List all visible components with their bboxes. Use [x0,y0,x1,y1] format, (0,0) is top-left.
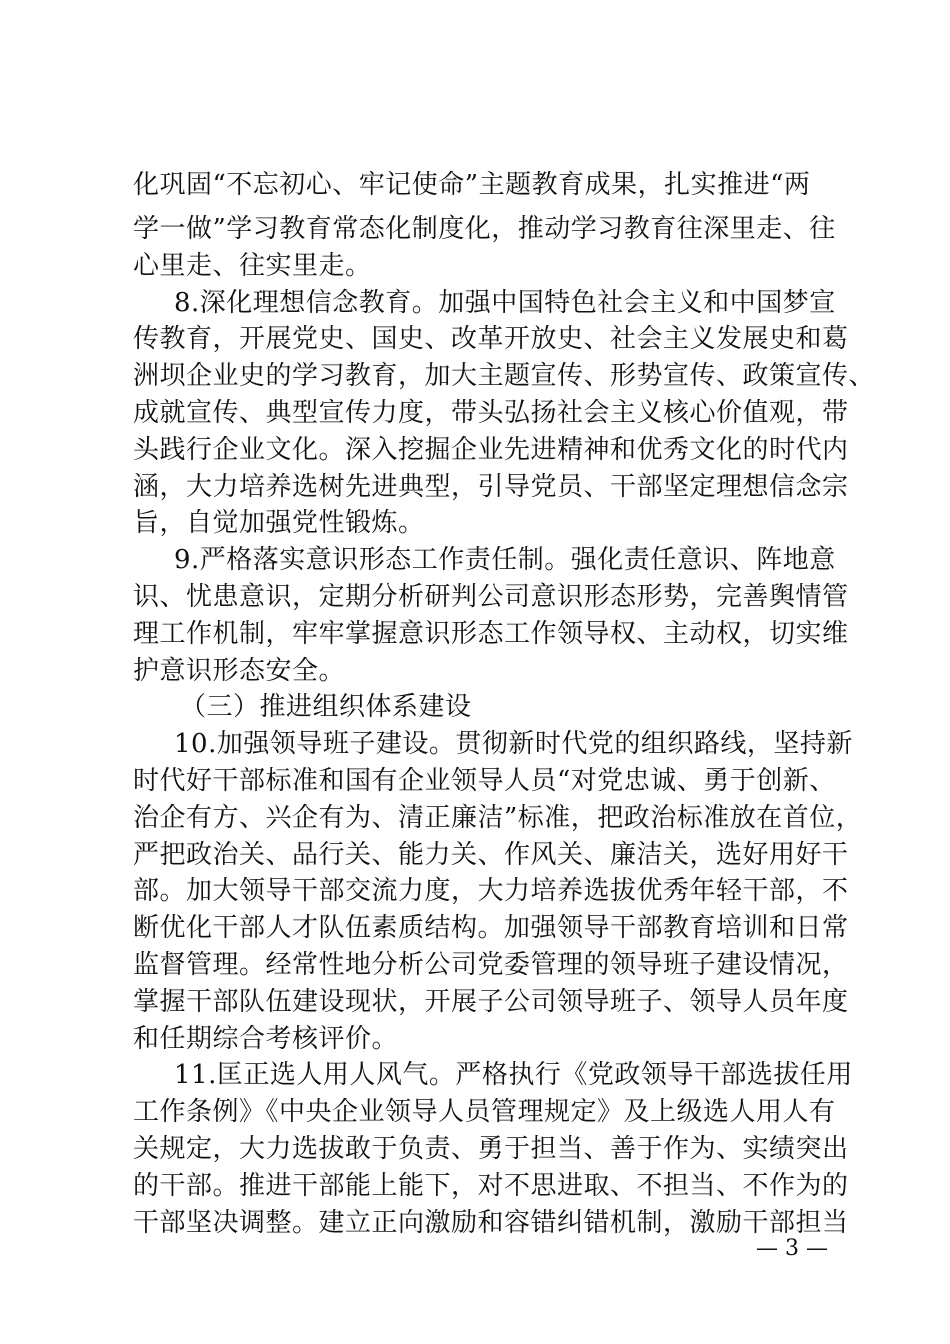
text-line: 断优化干部人才队伍素质结构。加强领导干部教育培训和日常 [133,913,849,943]
text-line: 工作条例》《中央企业领导人员管理规定》及上级选人用人有 [133,1097,836,1127]
text-line: 头践行企业文化。深入挖掘企业先进精神和优秀文化的时代内 [133,435,849,465]
text-line: 成就宣传、典型宣传力度，带头弘扬社会主义核心价值观，带 [133,398,849,428]
text-line: 治企有方、兴企有为、清正廉洁”标准，把政治标准放在首位， [133,803,863,833]
text-line: 监督管理。经常性地分析公司党委管理的领导班子建设情况， [133,950,849,980]
text-line: 心里走、往实里走。 [133,251,372,281]
text-line: 严把政治关、品行关、能力关、作风关、廉洁关，选好用好干 [133,840,849,870]
text-line: 洲坝企业史的学习教育，加大主题宣传、形势宣传、政策宣传、 [133,361,876,391]
paragraph-heading-11: 11.匡正选人用人风气。严格执行《党政领导干部选拔任用 [174,1060,853,1090]
text-line: 旨，自觉加强党性锻炼。 [133,508,425,538]
text-line: 涵，大力培养选树先进典型，引导党员、干部坚定理想信念宗 [133,472,849,502]
text-line: 掌握干部队伍建设现状，开展子公司领导班子、领导人员年度 [133,987,849,1017]
text-line: 和任期综合考核评价。 [133,1024,399,1054]
text-line: 传教育，开展党史、国史、改革开放史、社会主义发展史和葛 [133,324,849,354]
text-line: 理工作机制，牢牢掌握意识形态工作领导权、主动权，切实维 [133,619,849,649]
text-line: 部。加大领导干部交流力度，大力培养选拔优秀年轻干部，不 [133,876,849,906]
text-line: 时代好干部标准和国有企业领导人员“对党忠诚、勇于创新、 [133,766,836,796]
page-number: — 3 — [756,1236,828,1261]
text-line: 学一做”学习教育常态化制度化，推动学习教育往深里走、往 [133,214,836,244]
text-line: 化巩固“不忘初心、牢记使命”主题教育成果，扎实推进“两 [133,170,811,200]
text-line: 护意识形态安全。 [133,656,346,686]
paragraph-heading-9: 9.严格落实意识形态工作责任制。强化责任意识、阵地意 [174,545,836,575]
paragraph-heading-10: 10.加强领导班子建设。贯彻新时代党的组织路线，坚持新 [174,729,853,759]
section-heading: （三）推进组织体系建设 [180,692,472,722]
text-line: 干部坚决调整。建立正向激励和容错纠错机制，激励干部担当 [133,1208,849,1238]
paragraph-heading-8: 8.深化理想信念教育。加强中国特色社会主义和中国梦宣 [174,288,836,318]
text-line: 的干部。推进干部能上能下，对不思进取、不担当、不作为的 [133,1171,849,1201]
text-line: 关规定，大力选拔敢于负责、勇于担当、善于作为、实绩突出 [133,1134,849,1164]
text-line: 识、忧患意识，定期分析研判公司意识形态形势，完善舆情管 [133,582,849,612]
